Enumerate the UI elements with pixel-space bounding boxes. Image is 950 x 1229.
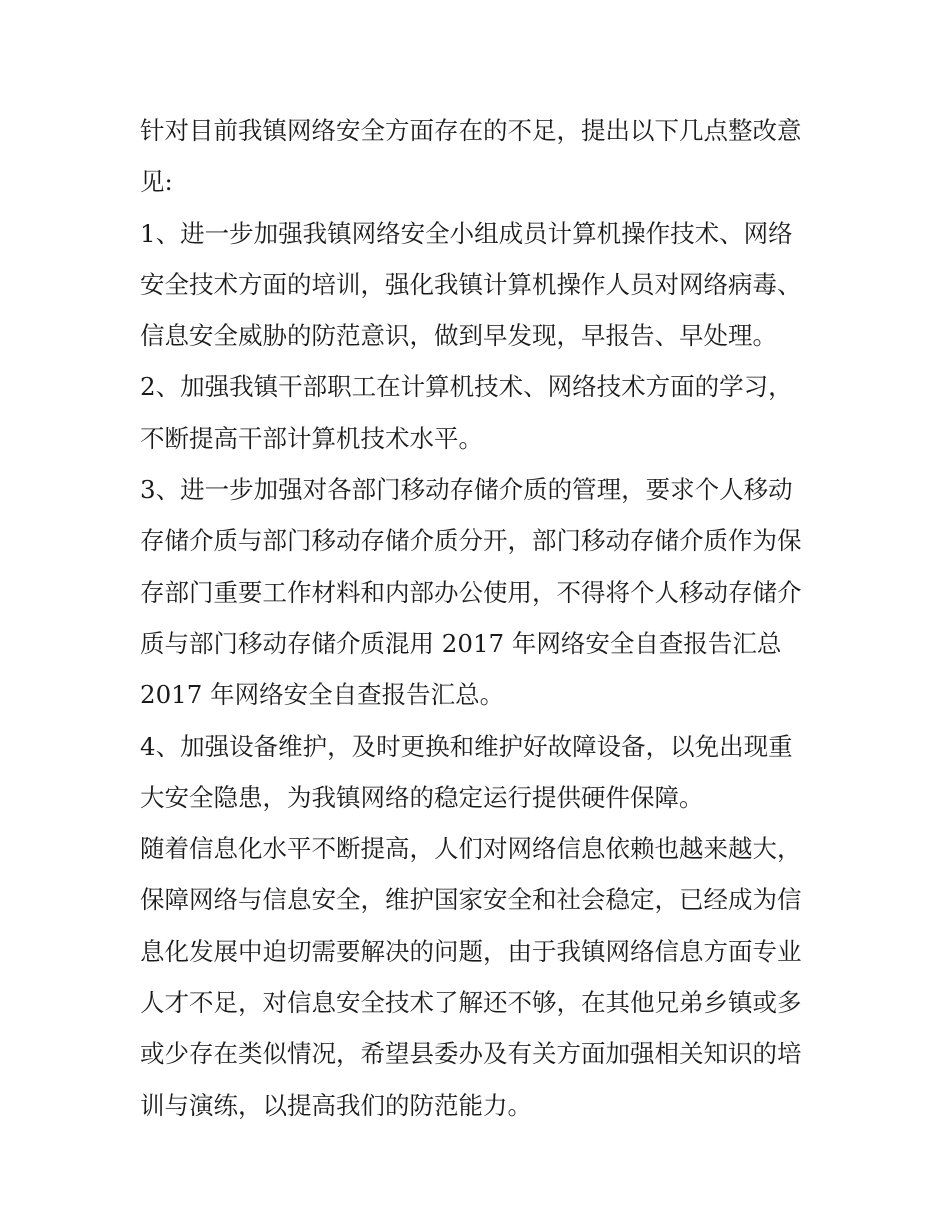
text-line: 1、进一步加强我镇网络安全小组成员计算机操作技术、网络: [140, 218, 793, 248]
text-line: 安全技术方面的培训，强化我镇计算机操作人员对网络病毒、: [140, 269, 802, 299]
text-line: 训与演练，以提高我们的防范能力。: [140, 1090, 532, 1120]
text-line: 大安全隐患，为我镇网络的稳定运行提供硬件保障。: [140, 782, 704, 812]
text-line: 不断提高干部计算机技术水平。: [140, 423, 483, 453]
document-body: [140, 105, 820, 1131]
text-line: 存储介质与部门移动存储介质分开，部门移动存储介质作为保: [140, 526, 802, 556]
text-line: 人才不足，对信息安全技术了解还不够，在其他兄弟乡镇或多: [140, 988, 802, 1018]
text-line: 信息安全威胁的防范意识，做到早发现，早报告、早处理。: [140, 321, 777, 351]
text-line: 随着信息化水平不断提高，人们对网络信息依赖也越来越大，: [140, 834, 802, 864]
text-line: 或少存在类似情况，希望县委办及有关方面加强相关知识的培: [140, 1039, 802, 1069]
text-line: 息化发展中迫切需要解决的问题，由于我镇网络信息方面专业: [140, 936, 802, 966]
text-line: 保障网络与信息安全，维护国家安全和社会稳定，已经成为信: [140, 885, 802, 915]
text-line: 2017 年网络安全自查报告汇总。: [140, 680, 505, 710]
text-line: 4、加强设备维护，及时更换和维护好故障设备，以免出现重: [140, 731, 793, 761]
text-line: 质与部门移动存储介质混用 2017 年网络安全自查报告汇总: [140, 628, 782, 658]
text-line: 3、进一步加强对各部门移动存储介质的管理，要求个人移动: [140, 475, 793, 505]
text-line: 2、加强我镇干部职工在计算机技术、网络技术方面的学习，: [140, 372, 793, 402]
text-line: 存部门重要工作材料和内部办公使用，不得将个人移动存储介: [140, 577, 802, 607]
text-line: 见:: [140, 167, 173, 197]
text-line: 针对目前我镇网络安全方面存在的不足，提出以下几点整改意: [140, 116, 802, 145]
